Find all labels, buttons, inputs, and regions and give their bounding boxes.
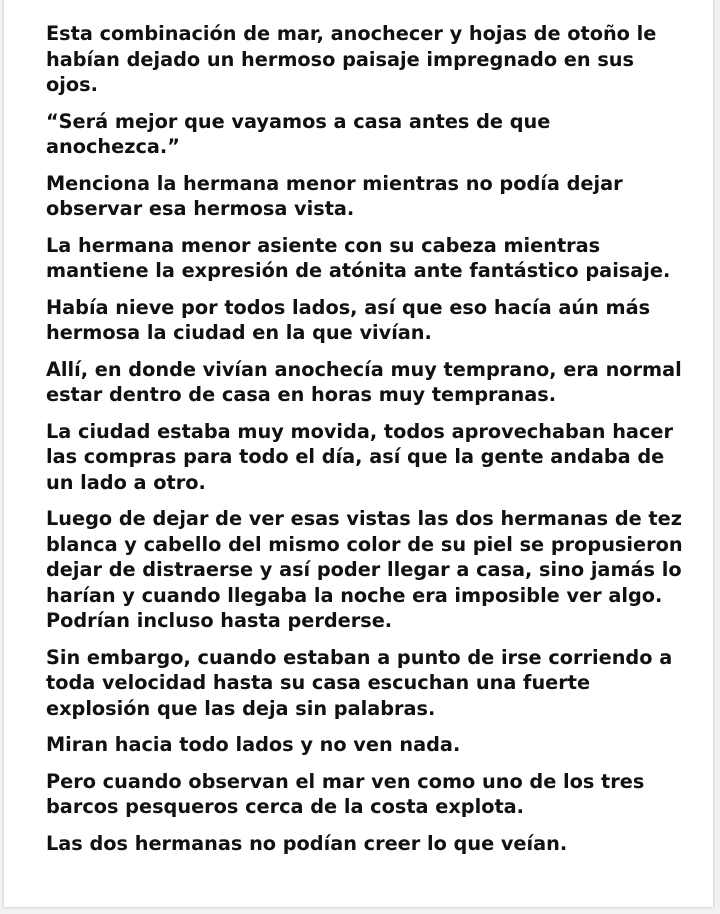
paragraph: Luego de dejar de ver esas vistas las dos hermanas de tez blanca y cabello del mismo color de su piel se propusieron dejar de distraerse y así poder llegar a casa, sino jamás lo harían y cuando llegaba la noche era imposible ver algo. Podrían incluso hasta perderse. [46,507,683,632]
paragraph: Las dos hermanas no podían creer lo que veían. [46,831,568,855]
paragraph: Menciona la hermana menor mientras no podía dejar observar esa hermosa vista. [46,171,623,220]
paragraph: La hermana menor asiente con su cabeza mientras mantiene la expresión de atónita ante fantástico paisaje. [46,233,671,282]
paragraph: “Será mejor que vayamos a casa antes de que anochezca.” [46,109,551,158]
paragraph: Había nieve por todos lados, así que eso hacía aún más hermosa la ciudad en la que vivían. [46,295,651,344]
paragraph: Miran hacia todo lados y no ven nada. [46,733,461,756]
paragraph: Pero cuando observan el mar ven como uno de los tres barcos pesqueros cerca de la costa explota. [46,769,645,818]
document-page [4,0,713,907]
paragraph: La ciudad estaba muy movida, todos aprovechaban hacer las compras para todo el día, así que la gente andaba de un lado a otro. [46,419,673,494]
paragraph: Esta combinación de mar, anochecer y hojas de otoño le habían dejado un hermoso paisaje impregnado en sus ojos. [46,22,657,96]
paragraph: Allí, en donde vivían anochecía muy temprano, era normal estar dentro de casa en horas muy tempranas. [46,357,682,406]
paragraph: Sin embargo, cuando estaban a punto de irse corriendo a toda velocidad hasta su casa escuchan una fuerte explosión que las deja sin palabras. [46,645,673,720]
